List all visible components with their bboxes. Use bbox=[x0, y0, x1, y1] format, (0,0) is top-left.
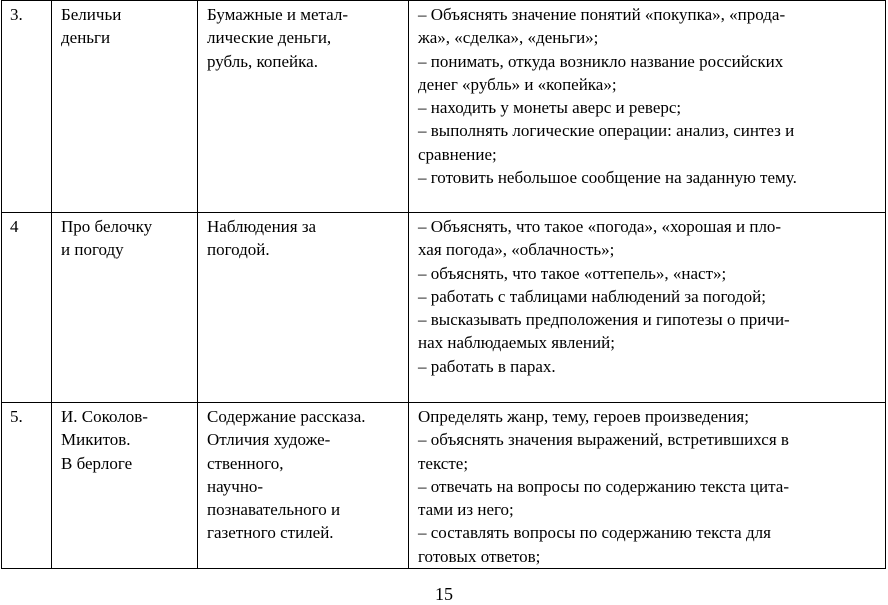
lesson-skills-line: – Объяснять значение понятий «покупка», «прода- bbox=[418, 5, 786, 24]
lesson-skills-line: сравнение; bbox=[418, 144, 497, 164]
lesson-skills-line: – находить у монеты аверс и реверс; bbox=[418, 98, 682, 118]
lesson-skills-line: – высказывать предположения и гипотезы о причи- bbox=[418, 310, 790, 330]
lesson-skills-line: – готовить небольшое сообщение на заданную тему. bbox=[418, 168, 797, 188]
curriculum-table bbox=[1, 0, 886, 569]
lesson-skills-line: – работать в парах. bbox=[418, 356, 556, 376]
lesson-topic-line: и погоду bbox=[61, 240, 124, 260]
lesson-skills-line: тами из него; bbox=[418, 500, 514, 520]
lesson-skills-line: – составлять вопросы по содержанию текста для bbox=[418, 523, 771, 543]
lesson-skills-line: денег «рубль» и «копейка»; bbox=[418, 74, 617, 94]
lesson-topic-line: Беличьи bbox=[61, 5, 122, 24]
lesson-content-line: Содержание рассказа. bbox=[207, 407, 366, 426]
lesson-skills-line: – выполнять логические операции: анализ, синтез и bbox=[418, 121, 795, 141]
lesson-skills-line: – отвечать на вопросы по содержанию текста цита- bbox=[418, 476, 789, 496]
lesson-content-line: научно- bbox=[207, 476, 264, 496]
lesson-topic-line: деньги bbox=[61, 28, 111, 48]
lesson-skills-line: – работать с таблицами наблюдений за погодой; bbox=[418, 286, 766, 306]
lesson-topic bbox=[52, 213, 198, 403]
lesson-skills bbox=[409, 1, 886, 213]
lesson-skills-line: – объяснять значения выражений, встретившихся в bbox=[418, 430, 789, 450]
lesson-skills bbox=[409, 403, 886, 569]
lesson-content bbox=[198, 403, 409, 569]
lesson-content-line: погодой. bbox=[207, 240, 270, 260]
lesson-number: 5. bbox=[2, 403, 52, 569]
table-row bbox=[2, 213, 886, 403]
page-number: 15 bbox=[435, 584, 453, 604]
lesson-skills-line: тексте; bbox=[418, 453, 469, 473]
lesson-content-line: ственного, bbox=[207, 453, 284, 473]
lesson-content-line: Бумажные и метал- bbox=[207, 5, 348, 24]
lesson-topic bbox=[52, 403, 198, 569]
lesson-skills-line: готовых ответов; bbox=[418, 546, 541, 566]
lesson-skills-line: Определять жанр, тему, героев произведения; bbox=[418, 407, 749, 426]
lesson-content-line: лические деньги, bbox=[207, 28, 332, 48]
lesson-skills-line: – понимать, откуда возникло название российских bbox=[418, 51, 784, 71]
lesson-content bbox=[198, 213, 409, 403]
lesson-skills bbox=[409, 213, 886, 403]
lesson-number: 4 bbox=[2, 213, 52, 403]
lesson-skills-line: – Объяснять, что такое «погода», «хорошая и пло- bbox=[418, 217, 782, 236]
lesson-skills-line: хая погода», «облачность»; bbox=[418, 240, 615, 260]
lesson-topic-line: В берлоге bbox=[61, 453, 133, 473]
lesson-topic-line: И. Соколов- bbox=[61, 407, 148, 426]
lesson-content bbox=[198, 1, 409, 213]
table-row bbox=[2, 1, 886, 213]
lesson-skills-line: жа», «сделка», «деньги»; bbox=[418, 28, 599, 48]
table-row bbox=[2, 403, 886, 569]
lesson-content-line: рубль, копейка. bbox=[207, 51, 318, 71]
lesson-topic bbox=[52, 1, 198, 213]
lesson-topic-line: Про белочку bbox=[61, 217, 153, 236]
lesson-content-line: Наблюдения за bbox=[207, 217, 317, 236]
lesson-skills-line: – объяснять, что такое «оттепель», «наст»; bbox=[418, 263, 727, 283]
lesson-topic-line: Микитов. bbox=[61, 430, 131, 450]
lesson-content-line: Отличия художе- bbox=[207, 430, 331, 450]
lesson-content-line: познавательного и bbox=[207, 500, 341, 520]
lesson-content-line: газетного стилей. bbox=[207, 523, 334, 543]
lesson-number: 3. bbox=[2, 1, 52, 213]
lesson-skills-line: нах наблюдаемых явлений; bbox=[418, 333, 615, 353]
